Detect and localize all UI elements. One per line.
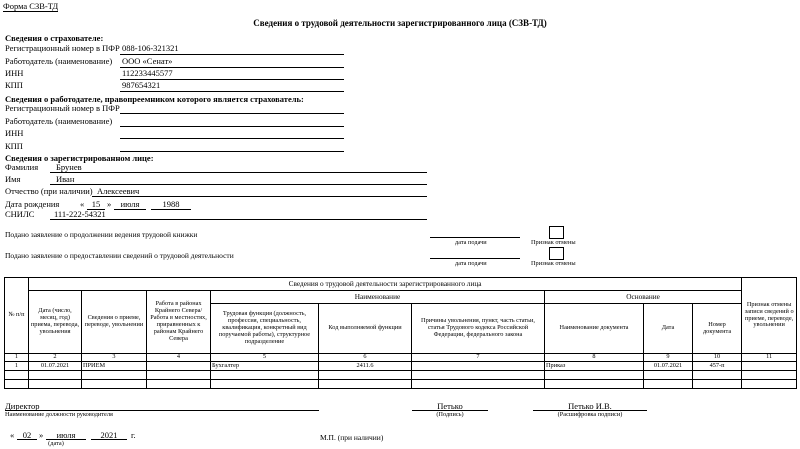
sign-month: июля bbox=[56, 430, 76, 440]
cell-code bbox=[319, 371, 412, 380]
cell-north bbox=[147, 380, 211, 389]
cell-docdate: 01.07.2021 bbox=[644, 362, 693, 371]
col-number: 5 bbox=[211, 354, 319, 362]
sign-caption: (Подпись) bbox=[436, 411, 464, 418]
col-number: 9 bbox=[644, 354, 693, 362]
successor-kpp-label: КПП bbox=[5, 141, 23, 151]
col-info-header: Сведения о приеме, переводе, увольнении bbox=[82, 291, 147, 354]
cell-reason bbox=[412, 380, 545, 389]
col-number: 10 bbox=[693, 354, 742, 362]
cell-info bbox=[82, 371, 147, 380]
insurer-kpp-label: КПП bbox=[5, 80, 23, 90]
insurer-inn-label: ИНН bbox=[5, 68, 24, 78]
patronymic-label: Отчество (при наличии) bbox=[5, 186, 93, 196]
cell-reason bbox=[412, 371, 545, 380]
birth-quote-close: » bbox=[107, 199, 112, 209]
cell-north bbox=[147, 371, 211, 380]
cell-docname bbox=[545, 380, 644, 389]
cell-docnum bbox=[693, 380, 742, 389]
col-cancel-header: Признак отмены записи сведений о приеме, переводе, увольнении bbox=[742, 278, 797, 354]
cell-info: ПРИЕМ bbox=[82, 362, 147, 371]
table-row bbox=[5, 371, 797, 380]
cell-code bbox=[319, 380, 412, 389]
continue-date-caption: дата подачи bbox=[455, 239, 487, 246]
col-docdate-header: Дата bbox=[644, 304, 693, 354]
table-row bbox=[5, 362, 797, 371]
col-number: 3 bbox=[82, 354, 147, 362]
name-value: Иван bbox=[56, 174, 75, 184]
cell-docnum: 457-п bbox=[693, 362, 742, 371]
position-caption: Наименование должности руководителя bbox=[5, 411, 113, 418]
group-basis-header: Основание bbox=[545, 291, 742, 304]
cell-cancel bbox=[742, 380, 797, 389]
column-numbers-row bbox=[5, 354, 797, 362]
name-label: Имя bbox=[5, 174, 21, 184]
insurer-reg-label: Регистрационный номер в ПФР bbox=[5, 43, 120, 53]
continue-application-label: Подано заявление о продолжении ведения трудовой книжки bbox=[5, 230, 198, 239]
surname-value: Брунев bbox=[56, 162, 82, 172]
decode-caption: (Расшифровка подписи) bbox=[557, 411, 623, 418]
sign-day: 02 bbox=[22, 430, 32, 440]
cell-func: Бухгалтер bbox=[211, 362, 319, 371]
birth-day: 15 bbox=[91, 199, 101, 209]
cell-docdate bbox=[644, 371, 693, 380]
col-number: 6 bbox=[319, 354, 412, 362]
cell-num bbox=[5, 371, 29, 380]
cell-date bbox=[29, 371, 82, 380]
provide-cancel-caption: Признак отмены bbox=[531, 260, 576, 267]
col-date-header: Дата (число, месяц, год) приема, перевода, увольнения bbox=[29, 291, 82, 354]
insurer-employer-value: ООО «Сенат» bbox=[122, 56, 173, 66]
group-name-header: Наименование bbox=[211, 291, 545, 304]
col-number: 7 bbox=[412, 354, 545, 362]
cell-info bbox=[82, 380, 147, 389]
insurer-header: Сведения о страхователе: bbox=[5, 33, 104, 43]
table-caption: Сведения о трудовой деятельности зарегистрированного лица bbox=[29, 278, 742, 291]
birth-year: 1988 bbox=[162, 199, 180, 209]
sign-value: Петько bbox=[437, 401, 463, 411]
col-num-header: № п/п bbox=[5, 278, 29, 354]
patronymic-value: Алексеевич bbox=[97, 186, 140, 196]
cell-cancel bbox=[742, 362, 797, 371]
stamp-label: М.П. (при наличии) bbox=[320, 433, 384, 442]
cell-num bbox=[5, 380, 29, 389]
form-label: Форма СЗВ-ТД bbox=[3, 1, 59, 11]
surname-label: Фамилия bbox=[5, 162, 39, 172]
provide-application-label: Подано заявление о предоставлении сведений о трудовой деятельности bbox=[5, 251, 234, 260]
decode-value: Петько И.В. bbox=[568, 401, 612, 411]
insurer-kpp-value: 987654321 bbox=[122, 80, 161, 90]
col-number: 2 bbox=[29, 354, 82, 362]
birth-label: Дата рождения bbox=[5, 199, 60, 209]
birth-quote-open: « bbox=[80, 199, 85, 209]
insurer-reg-value: 088-106-321321 bbox=[122, 43, 179, 53]
successor-header: Сведения о работодателе, правопреемником которого является страхователь: bbox=[5, 94, 304, 104]
position-value: Директор bbox=[5, 401, 40, 411]
cell-cancel bbox=[742, 371, 797, 380]
cell-func bbox=[211, 380, 319, 389]
work-activity-table bbox=[4, 277, 797, 389]
col-number: 4 bbox=[147, 354, 211, 362]
col-func-header: Трудовая функция (должность, профессия, специальность, квалификация, конкретный вид поручаемой работы), структурное подразделение bbox=[211, 304, 319, 354]
cell-north bbox=[147, 362, 211, 371]
provide-cancel-checkbox[interactable] bbox=[549, 247, 564, 260]
date-quote-open: « bbox=[10, 430, 15, 440]
successor-reg-label: Регистрационный номер в ПФР bbox=[5, 103, 120, 113]
successor-inn-label: ИНН bbox=[5, 128, 24, 138]
col-code-header: Код выполняемой функции bbox=[319, 304, 412, 354]
col-reason-header: Причины увольнения, пункт, часть статьи, статья Трудового кодекса Российской Федерации, федерального закона bbox=[412, 304, 545, 354]
person-header: Сведения о зарегистрированном лице: bbox=[5, 153, 154, 163]
successor-employer-label: Работодатель (наименование) bbox=[5, 116, 113, 126]
snils-value: 111-222-54321 bbox=[54, 209, 106, 219]
sign-year: 2021 bbox=[100, 430, 118, 440]
col-number: 11 bbox=[742, 354, 797, 362]
cell-docnum bbox=[693, 371, 742, 380]
continue-cancel-caption: Признак отмены bbox=[531, 239, 576, 246]
insurer-employer-label: Работодатель (наименование) bbox=[5, 56, 113, 66]
cell-docname bbox=[545, 371, 644, 380]
date-quote-close: » bbox=[39, 430, 44, 440]
insurer-inn-value: 112233445577 bbox=[122, 68, 173, 78]
snils-label: СНИЛС bbox=[5, 209, 35, 219]
col-number: 8 bbox=[545, 354, 644, 362]
year-suffix: г. bbox=[131, 430, 136, 440]
document-title: Сведения о трудовой деятельности зарегистрированного лица (СЗВ-ТД) bbox=[253, 18, 547, 28]
table-row bbox=[5, 380, 797, 389]
cell-docname: Приказ bbox=[545, 362, 644, 371]
continue-cancel-checkbox[interactable] bbox=[549, 226, 564, 239]
birth-month: июля bbox=[120, 199, 140, 209]
cell-reason bbox=[412, 362, 545, 371]
date-caption: (дата) bbox=[48, 440, 64, 447]
cell-func bbox=[211, 371, 319, 380]
cell-num: 1 bbox=[5, 362, 29, 371]
cell-code: 2411.6 bbox=[319, 362, 412, 371]
cell-date bbox=[29, 380, 82, 389]
provide-date-caption: дата подачи bbox=[455, 260, 487, 267]
cell-docdate bbox=[644, 380, 693, 389]
col-docname-header: Наименование документа bbox=[545, 304, 644, 354]
col-docnum-header: Номер документа bbox=[693, 304, 742, 354]
cell-date: 01.07.2021 bbox=[29, 362, 82, 371]
col-number: 1 bbox=[5, 354, 29, 362]
col-north-header: Работа в районах Крайнего Севера/Работа в местностях, приравненных к районам Крайнего Севера bbox=[147, 291, 211, 354]
